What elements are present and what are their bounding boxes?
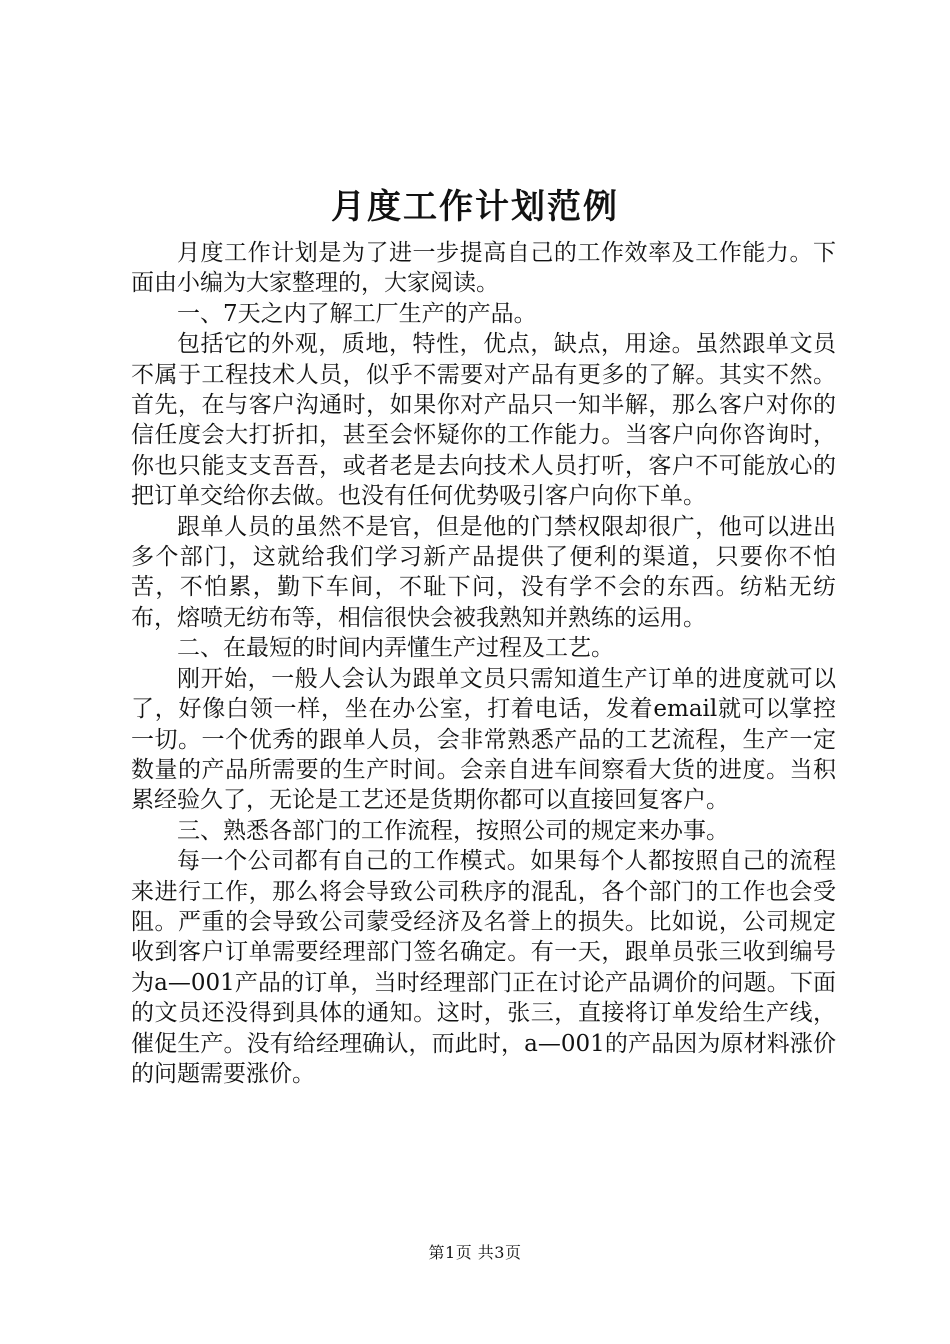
section-heading-3: 三、熟悉各部门的工作流程，按照公司的规定来办事。 — [177, 817, 729, 844]
section-heading-1: 一、7天之内了解工厂生产的产品。 — [177, 300, 537, 327]
paragraph-intro: 月度工作计划是为了进一步提高自己的工作效率及工作能力。下面由小编为大家整理的，大家阅读。 — [131, 240, 836, 297]
paragraph-company-workflow: 每一个公司都有自己的工作模式。如果每个人都按照自己的流程来进行工作，那么将会导致公司秩序的混乱，各个部门的工作也会受阻。严重的会导致公司蒙受经济及名誉上的损失。比如说，公司规定收到客户订单需要经理部门签名确定。有一天，跟单员张三收到编号为a—001产品的订单，当时经理部门正在讨论产品调价的问题。下面的文员还没得到具体的通知。这时，张三，直接将订单发给生产线，催促生产。没有给经理确认，而此时，a—001的产品因为原材料涨价的问题需要涨价。 — [131, 848, 836, 1087]
document-title: 月度工作计划范例 — [331, 187, 619, 227]
document-body — [131, 238, 836, 1089]
paragraph-product-knowledge: 包括它的外观，质地，特性，优点，缺点，用途。虽然跟单文员不属于工程技术人员，似乎不需要对产品有更多的了解。其实不然。首先，在与客户沟通时，如果你对产品只一知半解，那么客户对你的信任度会大打折扣，甚至会怀疑你的工作能力。当客户向你咨询时，你也只能支支吾吾，或者老是去向技术人员打听，客户不可能放心的把订单交给你去做。也没有任何优势吸引客户向你下单。 — [131, 331, 836, 510]
section-heading-2: 二、在最短的时间内弄懂生产过程及工艺。 — [177, 635, 614, 662]
paragraph-production-process: 刚开始，一般人会认为跟单文员只需知道生产订单的进度就可以了，好像白领一样，坐在办公室，打着电话，发着email就可以掌控一切。一个优秀的跟单人员，会非常熟悉产品的工艺流程，生产一定数量的产品所需要的生产时间。会亲自进车间察看大货的进度。当积累经验久了，无论是工艺还是货期你都可以直接回复客户。 — [131, 665, 836, 814]
page-footer: 第1页 共3页 — [428, 1243, 522, 1262]
paragraph-access-departments: 跟单人员的虽然不是官，但是他的门禁权限却很广，他可以进出多个部门，这就给我们学习新产品提供了便利的渠道，只要你不怕苦，不怕累，勤下车间，不耻下问，没有学不会的东西。纺粘无纺布，熔喷无纺布等，相信很快会被我熟知并熟练的运用。 — [131, 513, 836, 631]
